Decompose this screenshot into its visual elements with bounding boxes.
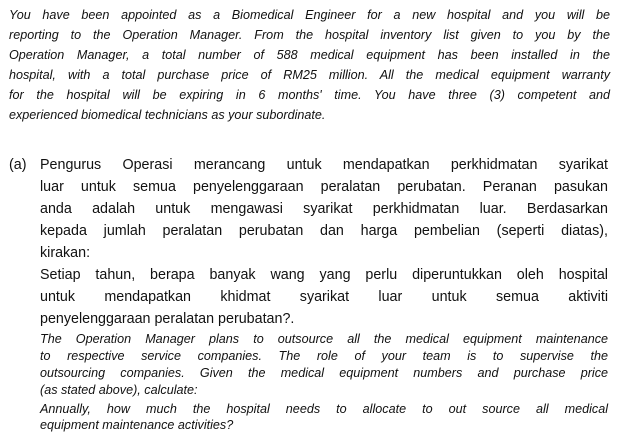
malay-line-4: kepada jumlah peralatan perubatan dan harga pembelian (seperti diatas), bbox=[40, 223, 608, 239]
english-line-5: Annually, how much the hospital needs to allocate to out source all medical bbox=[40, 402, 608, 416]
malay-line-8: penyelenggaraan peralatan perubatan?. bbox=[40, 311, 295, 327]
intro-line-6: experienced biomedical technicians as your subordinate. bbox=[9, 108, 326, 122]
malay-line-5: kirakan: bbox=[40, 245, 91, 261]
malay-line-1: Pengurus Operasi merancang untuk mendapatkan perkhidmatan syarikat bbox=[40, 157, 608, 173]
english-line-2: to respective service companies. The role of your team is to supervise the bbox=[40, 349, 608, 363]
english-line-4: (as stated above), calculate: bbox=[40, 383, 198, 397]
question-label: (a) bbox=[9, 157, 27, 173]
english-line-1: The Operation Manager plans to outsource all the medical equipment maintenance bbox=[40, 332, 608, 346]
intro-line-3: Operation Manager, a total number of 588 medical equipment has been installed in the bbox=[9, 48, 610, 62]
intro-line-5: for the hospital will be expiring in 6 months' time. You have three (3) competent and bbox=[9, 88, 610, 102]
malay-line-7: untuk mendapatkan khidmat syarikat luar untuk semua aktiviti bbox=[40, 289, 608, 305]
english-line-6: equipment maintenance activities? bbox=[40, 418, 234, 432]
malay-line-6: Setiap tahun, berapa banyak wang yang perlu diperuntukkan oleh hospital bbox=[40, 267, 608, 283]
intro-line-1: You have been appointed as a Biomedical Engineer for a new hospital and you will be bbox=[9, 8, 610, 22]
intro-line-2: reporting to the Operation Manager. From the hospital inventory list given to you by the bbox=[9, 28, 610, 42]
malay-line-2: luar untuk semua penyelenggaraan peralatan perubatan. Peranan pasukan bbox=[40, 179, 608, 195]
malay-line-3: anda adalah untuk mengawasi syarikat perkhidmatan luar. Berdasarkan bbox=[40, 201, 608, 217]
intro-line-4: hospital, with a total purchase price of RM25 million. All the medical equipment warranty bbox=[9, 68, 610, 82]
english-line-3: outsourcing companies. Given the medical equipment numbers and purchase price bbox=[40, 366, 608, 380]
